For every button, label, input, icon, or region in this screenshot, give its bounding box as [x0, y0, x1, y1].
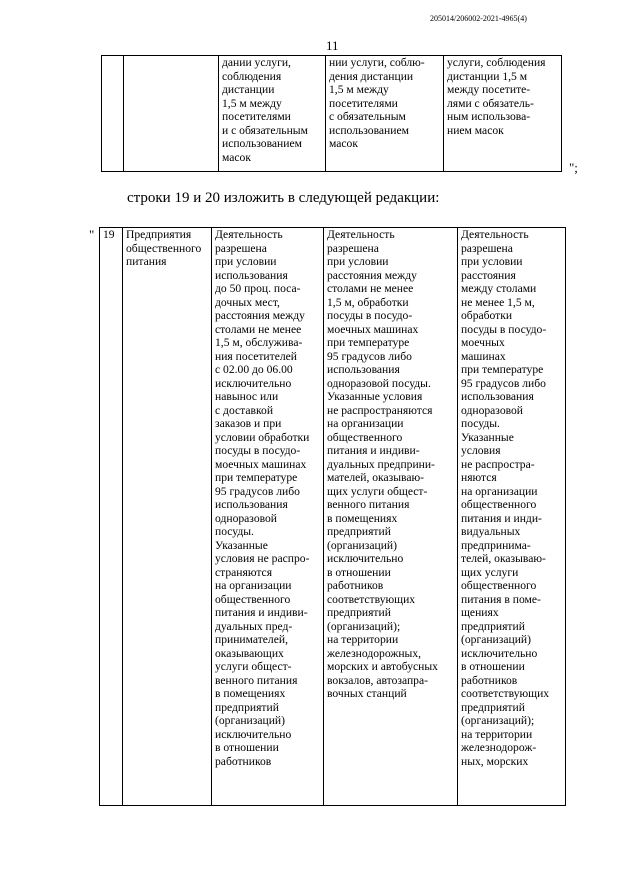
text-line: венного питания	[327, 498, 410, 511]
text-line: питания в поме-	[461, 592, 541, 606]
text-line: услуги, соблюдения	[447, 56, 546, 69]
text-line: разрешена	[327, 241, 379, 255]
text-line: столами не менее	[327, 282, 414, 295]
text-line: не распростра-	[461, 457, 535, 471]
text-line: (организаций)	[215, 714, 285, 727]
text-line: работников	[215, 754, 272, 768]
text-line: использования	[461, 390, 534, 403]
text-line: с 02.00 до 06.00	[215, 363, 293, 376]
text-line: Деятельность	[461, 228, 529, 241]
text-line: (организаций);	[327, 619, 401, 633]
text-line: использования	[327, 363, 400, 376]
text-line: в отношении	[327, 565, 391, 579]
text-line: посуды.	[215, 525, 254, 538]
text-line: при температуре	[215, 471, 298, 484]
text-line: щих услуги общест-	[327, 484, 428, 498]
text-line: с доставкой	[215, 403, 274, 417]
text-line: использованием	[222, 137, 302, 150]
cell-col5	[458, 228, 566, 806]
text-line: работников	[461, 673, 518, 687]
cell-name	[123, 228, 212, 806]
text-line: масок	[222, 150, 251, 164]
text-line: столами не менее	[215, 322, 302, 336]
text-line: расстояния	[461, 268, 516, 282]
text-line: предприятий	[215, 700, 279, 714]
text-line: видуальных	[461, 525, 521, 538]
text-line: 1,5 м между	[222, 96, 282, 110]
text-line: при условии	[461, 255, 523, 268]
text-line: предприятий	[327, 525, 391, 538]
text-line: посуды в посудо-	[215, 444, 301, 457]
cell-top-col3	[219, 56, 326, 172]
text-line: одноразовой	[215, 511, 278, 525]
text-line: няются	[461, 471, 497, 484]
text-line: общественного	[327, 430, 403, 444]
text-line: оказывающих	[215, 646, 284, 660]
table-row	[102, 56, 562, 172]
new-rows-table	[99, 227, 566, 806]
text-line: посетителями	[222, 110, 291, 123]
text-line: в помещениях	[215, 687, 286, 700]
text-line: морских и автобусных	[327, 660, 438, 673]
text-line: на организации	[461, 484, 538, 498]
cell-top-col4	[326, 56, 444, 172]
text-line: соблюдения	[222, 69, 282, 83]
text-line: посуды в посудо-	[327, 309, 413, 322]
text-line: предпринима-	[461, 538, 531, 552]
text-line: моечных машинах	[215, 457, 307, 471]
text-line: использованием	[329, 123, 409, 137]
text-line: исключительно	[327, 552, 404, 565]
text-line: не распространяются	[327, 403, 433, 417]
text-line: питания	[126, 255, 167, 268]
row-number: 19	[100, 228, 123, 806]
text-line: работников	[327, 579, 384, 592]
text-line: посетителями	[329, 96, 398, 110]
text-line: Деятельность	[327, 228, 395, 241]
text-line: железнодорожных,	[327, 646, 422, 660]
text-line: навынос или	[215, 390, 279, 403]
text-line: телей, оказываю-	[461, 552, 546, 565]
text-line: при температуре	[327, 336, 410, 349]
text-line: заказов и при	[215, 417, 282, 430]
text-line: моечных машинах	[327, 322, 419, 336]
cell-empty-1	[102, 56, 124, 172]
text-line: вокзалов, автозапра-	[327, 673, 428, 687]
text-line: питания и индиви-	[327, 444, 420, 457]
text-line: одноразовой посуды.	[327, 376, 431, 390]
text-line: нием масок	[447, 123, 504, 137]
text-line: щих услуги	[461, 565, 519, 579]
text-line: Указанные	[461, 430, 514, 444]
text-line: условия	[461, 444, 501, 457]
text-line: при условии	[327, 255, 389, 268]
text-line: Указанные	[215, 538, 268, 552]
text-line: моечных	[461, 336, 505, 349]
cell-col3	[212, 228, 324, 806]
closing-quote: ";	[569, 160, 578, 175]
text-line: Указанные условия	[327, 390, 423, 403]
text-line: лями с обязатель-	[447, 96, 534, 110]
text-line: в отношении	[461, 660, 525, 673]
text-line: при температуре	[461, 363, 544, 376]
text-line: обработки	[461, 309, 513, 322]
text-line: условии обработки	[215, 430, 310, 444]
cell-col4	[324, 228, 458, 806]
text-line: разрешена	[461, 241, 513, 255]
text-line: условия не распро-	[215, 552, 310, 565]
text-line: общественного	[461, 498, 537, 511]
text-line: питания и инди-	[461, 511, 542, 525]
text-line: венного питания	[215, 673, 298, 687]
text-line: использования	[215, 498, 288, 511]
text-line: в отношении	[215, 741, 279, 754]
text-line: на территории	[461, 727, 533, 741]
text-line: 95 градусов либо	[327, 349, 412, 363]
text-line: щениях	[461, 606, 499, 619]
text-line: до 50 проц. поса-	[215, 282, 301, 295]
text-line: исключительно	[461, 646, 538, 660]
text-line: машинах	[461, 349, 506, 363]
text-line: ным использова-	[447, 110, 531, 123]
text-line: (организаций)	[461, 633, 531, 646]
text-line: предприятий	[461, 619, 525, 633]
text-line: 1,5 м, обработки	[327, 295, 409, 309]
text-line: и с обязательным	[222, 123, 308, 137]
cell-top-col5	[444, 56, 562, 172]
opening-quote: "	[89, 227, 95, 242]
text-line: масок	[329, 137, 358, 150]
text-line: 1,5 м, обслужива-	[215, 336, 303, 349]
cell-empty-2	[124, 56, 219, 172]
text-line: посуды.	[461, 417, 500, 430]
text-line: услуги общест-	[215, 660, 292, 673]
text-line: принимателей,	[215, 633, 288, 646]
text-line: (организаций)	[327, 538, 397, 552]
page-number: 11	[326, 38, 339, 53]
text-line: общественного	[215, 592, 291, 606]
text-line: Предприятия	[126, 228, 192, 241]
text-line: дуальных предприни-	[327, 457, 435, 471]
text-line: исключительно	[215, 376, 292, 390]
text-line: дании услуги,	[222, 56, 291, 69]
text-line: дистанции	[222, 83, 275, 96]
text-line: дения дистанции	[329, 69, 414, 83]
text-line: предприятий	[461, 700, 525, 714]
text-line: питания и индиви-	[215, 606, 308, 619]
text-line: страняются	[215, 565, 273, 579]
text-line: Деятельность	[215, 228, 283, 241]
text-line: одноразовой	[461, 403, 524, 417]
text-line: мателей, оказываю-	[327, 471, 425, 484]
text-line: 95 градусов либо	[215, 484, 300, 498]
text-line: расстояния между	[327, 268, 417, 282]
text-line: (организаций);	[461, 714, 535, 727]
document-id: 205014/206002-2021-4965(4)	[430, 14, 527, 23]
text-line: ных, морских	[461, 754, 529, 768]
text-line: 95 градусов либо	[461, 376, 546, 390]
text-line: общественного	[461, 579, 537, 592]
text-line: общественного	[126, 241, 202, 255]
text-line: с обязательным	[329, 110, 406, 123]
text-line: посуды в посудо-	[461, 322, 547, 336]
text-line: на организации	[327, 417, 404, 430]
text-line: 1,5 м между	[329, 83, 389, 96]
text-line: в помещениях	[327, 511, 398, 525]
text-line: железнодорож-	[461, 741, 537, 754]
text-line: нии услуги, соблю-	[329, 56, 425, 69]
text-line: исключительно	[215, 727, 292, 741]
text-line: на организации	[215, 579, 292, 592]
text-line: расстояния между	[215, 309, 305, 322]
text-line: дуальных пред-	[215, 619, 293, 633]
continued-table	[101, 55, 562, 172]
text-line: предприятий	[327, 606, 391, 619]
text-line: не менее 1,5 м,	[461, 295, 535, 309]
text-line: между посетите-	[447, 83, 531, 96]
text-line: при условии	[215, 255, 277, 268]
text-line: использования	[215, 268, 288, 282]
text-line: ния посетителей	[215, 349, 297, 363]
table-row	[100, 228, 566, 806]
text-line: разрешена	[215, 241, 267, 255]
text-line: вочных станций	[327, 687, 407, 700]
text-line: соответствующих	[327, 592, 416, 606]
text-line: между столами	[461, 282, 537, 295]
text-line: дочных мест,	[215, 295, 280, 309]
text-line: на территории	[327, 633, 399, 646]
text-line: соответствующих	[461, 687, 550, 700]
instruction-text: строки 19 и 20 изложить в следующей редакции:	[127, 190, 440, 206]
text-line: дистанции 1,5 м	[447, 69, 528, 83]
